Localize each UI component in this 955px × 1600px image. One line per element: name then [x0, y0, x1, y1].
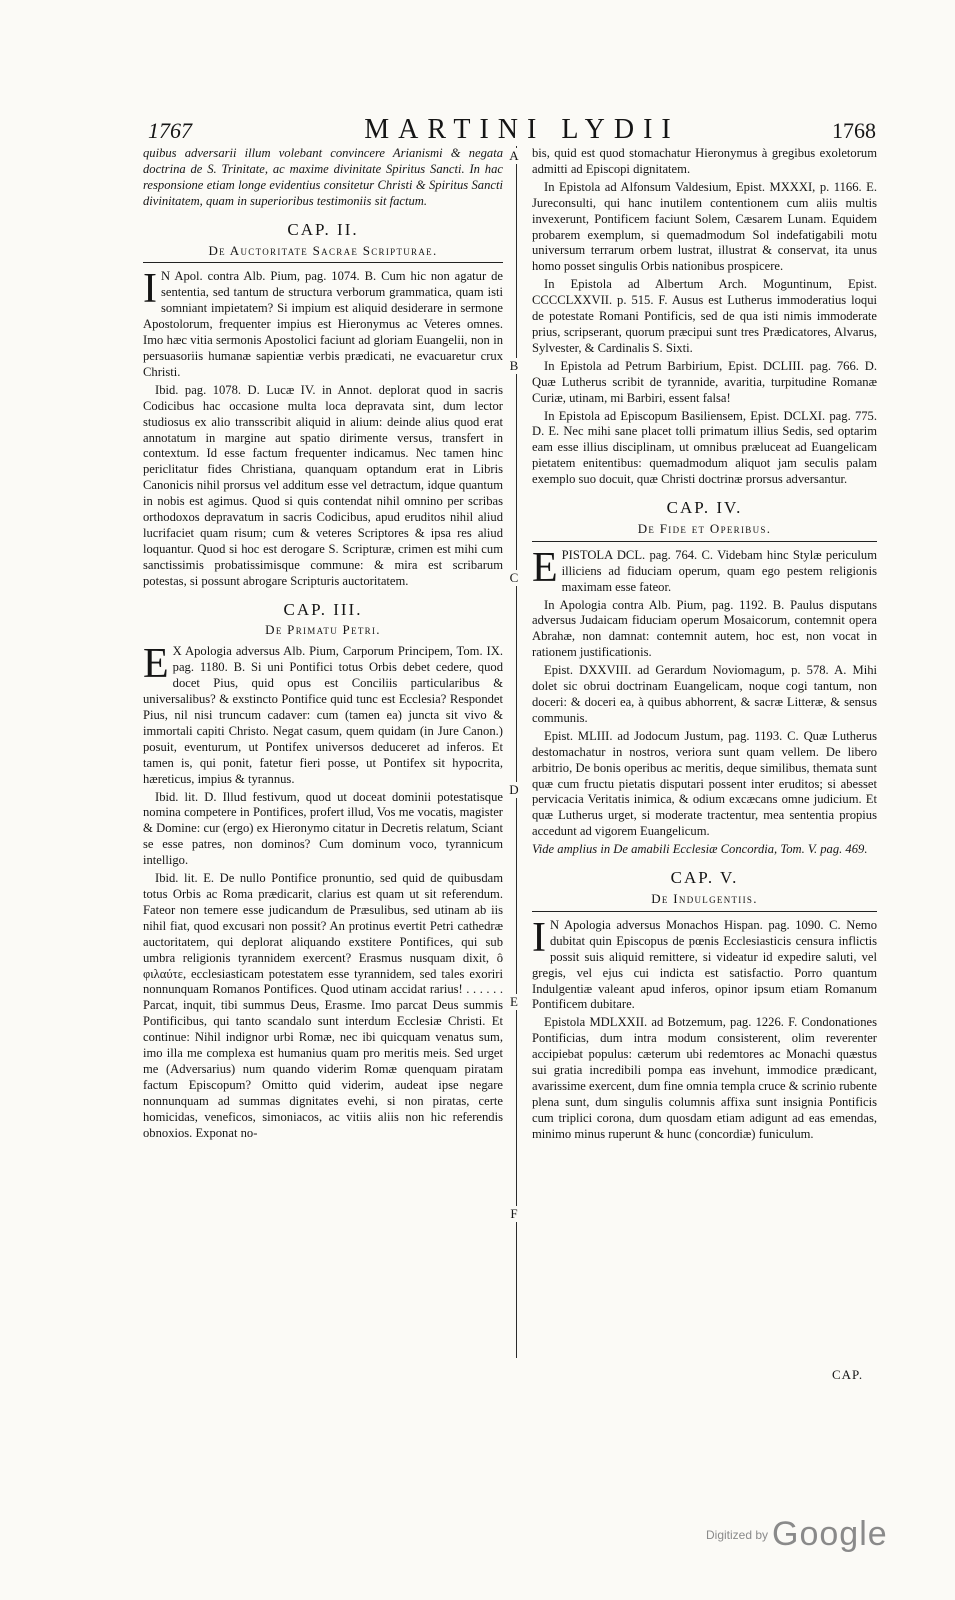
- chapter-4-paragraph-4: Epist. MLIII. ad Jodocum Justum, pag. 1193. C. Quæ Lutherus destomachatur in nostros, veriora sunt quam vellem. De libero arbitrio, De bonis operibus ac meritis, deque similibus, themata sunt quæ cum fructu pietatis disputari possent inter eruditos; si abesset pervicacia Veritatis inimica, & odium excæcans omne judicium. Et quæ Lutherus urget, si moderate tractentur, mea sententia propius accedunt ad vigorem Euangelicum.: [532, 728, 877, 839]
- margin-mark-e: E: [505, 994, 523, 1010]
- chapter-4-paragraph-3: Epist. DXXVIII. ad Gerardum Noviomagum, p. 578. A. Mihi dolet sic obrui doctrinam Euangelicam, noque cogi tantum, non doceri: & doceri ea, à quibus abhorrent, & sacræ Litteræ, & sensus communis.: [532, 663, 877, 725]
- chapter-5-paragraph-2: Epistola MDLXXII. ad Botzemum, pag. 1226. F. Condonationes Pontificias, dum intra modum consisterent, olim reverenter accipiebat populus: cæterum ubi redemtores ac Monachi quæstus sui gratia incredibili pompa eas invehunt, immodice prædicant, avarissime exercent, dum fine omnia templa cruce & scrinio rubente plena sunt, dum singulis columnis affixa sunt insignia Pontificis cum triplici corona, dum quosdam etiam adigunt ad eas emendas, minimo minus ruperunt & hunc (concordiæ) funiculum.: [532, 1015, 877, 1141]
- chapter-3-paragraph-1: E X Apologia adversus Alb. Pium, Carporum Principem, Tom. IX. pag. 1180. B. Si uni Pontifici totus Orbis debet cedere, quod docet Pius, quid opus est Conciliis particularibus & universalibus? & exstincto Pontifice quid tunc est Ecclesia? Respondet Pius, nil nisi truncum cadaver: cum (tamen ea) juncta sit vivo & immortali capiti Christo. Negat casum, quem quidam (in Jure Canon.) posuit, eventurum, ut Pontifex universos deduceret ad inferos. Et tamen is, qui ponit, fatetur fieri posse, ut Pontifex sit hypocrita, hæreticus, impius & tyrannus.: [143, 641, 503, 786]
- column-divider: [516, 146, 517, 1358]
- digitized-watermark: [706, 1515, 888, 1554]
- drop-cap: E: [143, 641, 169, 688]
- margin-mark-c: C: [505, 570, 523, 586]
- left-column: [143, 146, 503, 1143]
- chapter-5-paragraph-1: I N Apologia adversus Monachos Hispan. pag. 1090. C. Nemo dubitat quin Episcopus de pœnis Ecclesiasticis censura inflictis possit suis aliquid remittere, si videatur id expedire saluti, vel gregis, vel ejus cui indicta est satisfactio. Porro quantum Indulgentiæ valeant apud inferos, opinor ipsum etiam Romanum Pontificem dubitare.: [532, 914, 877, 1012]
- paragraph-moguntinum: In Epistola ad Albertum Arch. Moguntinum, Epist. CCCCLXXVII. p. 515. F. Ausus est Lutherus immoderatius loqui de potestate Romani Pontificis, sed de qua isti nimis immoderate prius, scripserant, quorum præcipui sunt tres Prædicatores, Alvarus, Sylvester, & Cardinalis S. Sixti.: [532, 277, 877, 355]
- chapter-3-paragraph-3: Ibid. lit. E. De nullo Pontifice pronuntio, sed quid de quibusdam totus Orbis ac Roma prædicarit, clarius est quam ut sit referendum. Fateor non temere esse judicandum de Præsulibus, sed utinam ab iis nihil fiat, quod excusari non possit? An protinus evertit Petri cathedræ auctoritatem, qui deplorat aliquando exstitere Pontifices, qui sub umbra religionis tyrannidem exercent? Erasmus nusquam dixit, ô φιλαύτε, ecclesiasticam potestatem esse tyrannidem, sed tales exoriri nonnunquam Romanos Pontifices. Quod utinam accidat rarius! . . . . . . Parcat, inquit, tibi summus Deus, Erasme. Imo parcat Deus summis Pontificibus, qui tanto scandalo sunt interdum Ecclesiæ Christi. Et continue: Nihil indignor urbi Romæ, nec ibi quicquam venatus sum, imo illa me complexa est humanius quam pro meritis meis. Sed urget me (Adversarius) num quando viderim Romæ quenquam piratam factum Episcopum? Omitto quid viderim, audeat ipse negare nonnunquam ad summas dignitates evehi, si non piratas, certe homicidas, veneficos, simoniacos, ac vitiis aliis non hic referendis obnoxios. Exponat no-: [143, 871, 503, 1140]
- running-header: [138, 112, 880, 146]
- page-number-left: 1767: [148, 118, 192, 143]
- paragraph-barbirium: In Epistola ad Petrum Barbirium, Epist. DCLIII. pag. 766. D. Quæ Lutherus scribit de tyrannide, avaritia, turpitudine Romanæ Curiæ, utinam, mi Barbiri, essent falsa!: [532, 358, 877, 405]
- chapter-4-title: De Fide et Operibus.: [532, 521, 877, 542]
- chapter-4-reference: Vide amplius in De amabili Ecclesiæ Concordia, Tom. V. pag. 469.: [532, 842, 868, 857]
- drop-cap: I: [532, 914, 546, 961]
- drop-cap: E: [532, 544, 558, 591]
- page-number-right: 1768: [832, 118, 876, 143]
- running-title: MARTINI LYDII: [364, 114, 680, 145]
- chapter-3-paragraph-2: Ibid. lit. D. Illud festivum, quod ut doceat dominii potestatisque nomina competere in Pontifices, profert illud, Vos me vocatis, magister & Domine: cur (ergo) ex Hieronymo citatur in Decretis relatum, Sciant se esse patres, non dominos? Cum dominum voco, tyrannicum intelligo.: [143, 789, 503, 868]
- catchword: CAP.: [832, 1367, 864, 1382]
- margin-mark-a: A: [505, 148, 523, 164]
- google-logo: Google: [772, 1515, 888, 1553]
- margin-mark-d: D: [505, 782, 523, 798]
- chapter-2-paragraph-1: I N Apol. contra Alb. Pium, pag. 1074. B. Cum hic non agatur de sententia, sed tantum de structura verborum grammatica, quam isti somniant impietatem? Si impium est aliquid desiderare in sermone Apostolorum, frequenter impius est Hieronymus ac Veteres omnes. Imo hæc vitia sermonis Apostolici faciunt ad gloriam Euangelii, non in persuasoriis humanæ sapientiæ verbis prædicati, ne evacuaretur crux Christi.: [143, 266, 503, 379]
- continued-paragraph: bis, quid est quod stomachatur Hieronymus à gregibus exoletorum admitti ad Episcopi dignitatem.: [532, 146, 877, 176]
- chapter-2-title: De Auctoritate Sacrae Scripturae.: [143, 243, 503, 264]
- paragraph-valdesium: In Epistola ad Alfonsum Valdesium, Epist. MXXXI, p. 1166. E. Jureconsulti, qui hanc inutilem contentionem cum aliis multis invexerunt, Pontificem faciunt Solem, Cæsarem Lunam. Equidem probarem exemplum, si quemadmodum Sol indefatigabili motu universum terrarum orbem lustrat, illustrat & conservat, ita unus homo posset singulis Orbis nationibus prospicere.: [532, 179, 877, 274]
- chapter-2-paragraph-2: Ibid. pag. 1078. D. Lucæ IV. in Annot. deplorat quod in sacris Codicibus hac occasione multa loca depravata sint, dum lector studiosus ex alio transscribit aliquid in alium: deinde alius quod erat annotatum in margine aut spatio dirimente versus, transfert in contextum. Id esse factum frequenter indicamus. Nec tamen hinc periclitatur fides Christiana, quanquam optandum erat in Libris Canonicis nihil prorsus vel additum esse vel detractum, idque quantum in nobis est agimus. Quod si quis contendat nihil omnino per scribas orthodoxos depravatum in sacris Codicibus, apud eruditos nihil aliud lucrifaciet quam risum; cum & veteres Scriptores & ipsa res aliud loquantur. Quod si hoc est derogare S. Scripturæ, crimen est mihi cum sanctissimis probatissimisque commune: & mira est scribarum potestas, si possunt abrogare Scripturis auctoritatem.: [143, 382, 503, 588]
- chapter-4-label: CAP. IV.: [666, 498, 743, 518]
- paragraph-basiliensem: In Epistola ad Episcopum Basiliensem, Epist. DCLXI. pag. 775. D. E. Nec mihi sane placet tolli primatum illius Sedis, sed optarim eam esse illius disciplinam, ut omnibus præluceat ad Euangelicam pietatem enitentibus: quemadmodum aliquot jam seculis palam exemplo suo docuit, quæ Christi doctrinæ prorsus adversantur.: [532, 408, 877, 487]
- chapter-3-label: CAP. III.: [283, 599, 363, 619]
- chapter-2-label: CAP. II.: [287, 219, 359, 239]
- chapter-4-paragraph-2: In Apologia contra Alb. Pium, pag. 1192. B. Paulus disputans adversus Judaicam fiduciam operum Mosaicorum, contemnit opera Abrahæ, non damnat: contemnit autem, hoc est, non vocat in rationem justificationis.: [532, 597, 877, 660]
- margin-mark-b: B: [505, 358, 523, 374]
- intro-paragraph: quibus adversarii illum volebant convincere Arianismi & negata doctrina de S. Trinitate, ac maxime divinitate Spiritus Sancti. In hac responsione etiam longe evidentius consitetur Christi & Spiritus Sancti divinitatem, quam in superioribus testimoniis sit factum.: [143, 146, 503, 208]
- chapter-5-label: CAP. V.: [670, 868, 739, 888]
- chapter-4-paragraph-1: EPISTOLA DCL. pag. 764. C. Videbam hinc Stylæ periculum illiciens ad fiduciam operum, quam ego pestem religionis maximam esse fateor.: [532, 544, 877, 594]
- chapter-5-title: De Indulgentiis.: [532, 891, 877, 912]
- margin-mark-f: F: [505, 1206, 523, 1222]
- drop-cap: I: [143, 266, 157, 313]
- watermark-prefix: Digitized by: [706, 1528, 769, 1542]
- right-column: [532, 146, 877, 1145]
- chapter-3-title: De Primatu Petri.: [265, 622, 381, 638]
